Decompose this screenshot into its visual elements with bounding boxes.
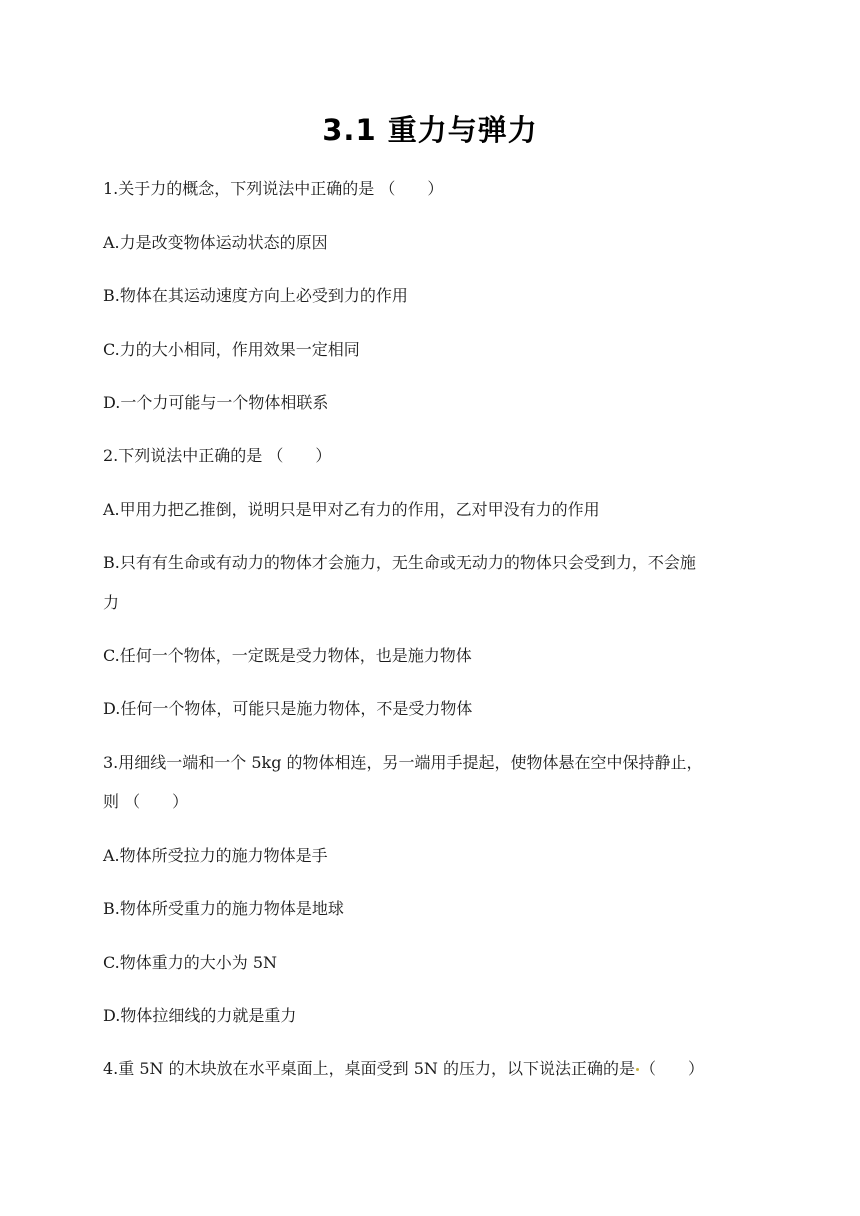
question-3-option-b: B.物体所受重力的施力物体是地球 bbox=[103, 899, 344, 918]
question-1-option-d: D.一个力可能与一个物体相联系 bbox=[103, 393, 329, 412]
page-title: 3.1 重力与弹力 bbox=[322, 113, 538, 147]
mark-dot bbox=[636, 1068, 639, 1071]
question-3-option-c: C.物体重力的大小为 5N bbox=[103, 953, 278, 972]
question-3-stem: 3.用细线一端和一个 5kg 的物体相连，另一端用手提起，使物体悬在空中保持静止， bbox=[103, 753, 703, 772]
question-4-stem-text: 4.重 5N 的木块放在水平桌面上，桌面受到 5N 的压力，以下说法正确的是 bbox=[103, 1059, 635, 1078]
question-2-option-b-continued: 力 bbox=[103, 593, 120, 612]
question-4-answer-blank: （ ） bbox=[639, 1059, 704, 1078]
question-1-option-a: A.力是改变物体运动状态的原因 bbox=[103, 233, 328, 252]
question-2-option-b: B.只有有生命或有动力的物体才会施力，无生命或无动力的物体只会受到力，不会施 bbox=[103, 553, 696, 572]
question-1-option-b: B.物体在其运动速度方向上必受到力的作用 bbox=[103, 286, 408, 305]
question-2-option-a: A.甲用力把乙推倒，说明只是甲对乙有力的作用，乙对甲没有力的作用 bbox=[103, 500, 600, 519]
question-4-stem bbox=[103, 1058, 763, 1080]
question-2-stem: 2.下列说法中正确的是 （ ） bbox=[103, 446, 332, 465]
question-2-option-c: C.任何一个物体，一定既是受力物体，也是施力物体 bbox=[103, 646, 472, 665]
question-2-option-d: D.任何一个物体，可能只是施力物体，不是受力物体 bbox=[103, 699, 473, 718]
question-1-option-c: C.力的大小相同，作用效果一定相同 bbox=[103, 340, 360, 359]
question-1-stem: 1.关于力的概念，下列说法中正确的是 （ ） bbox=[103, 179, 444, 198]
question-3-stem-continued: 则 （ ） bbox=[103, 792, 189, 811]
question-3-option-a: A.物体所受拉力的施力物体是手 bbox=[103, 846, 328, 865]
question-3-option-d: D.物体拉细线的力就是重力 bbox=[103, 1006, 297, 1025]
